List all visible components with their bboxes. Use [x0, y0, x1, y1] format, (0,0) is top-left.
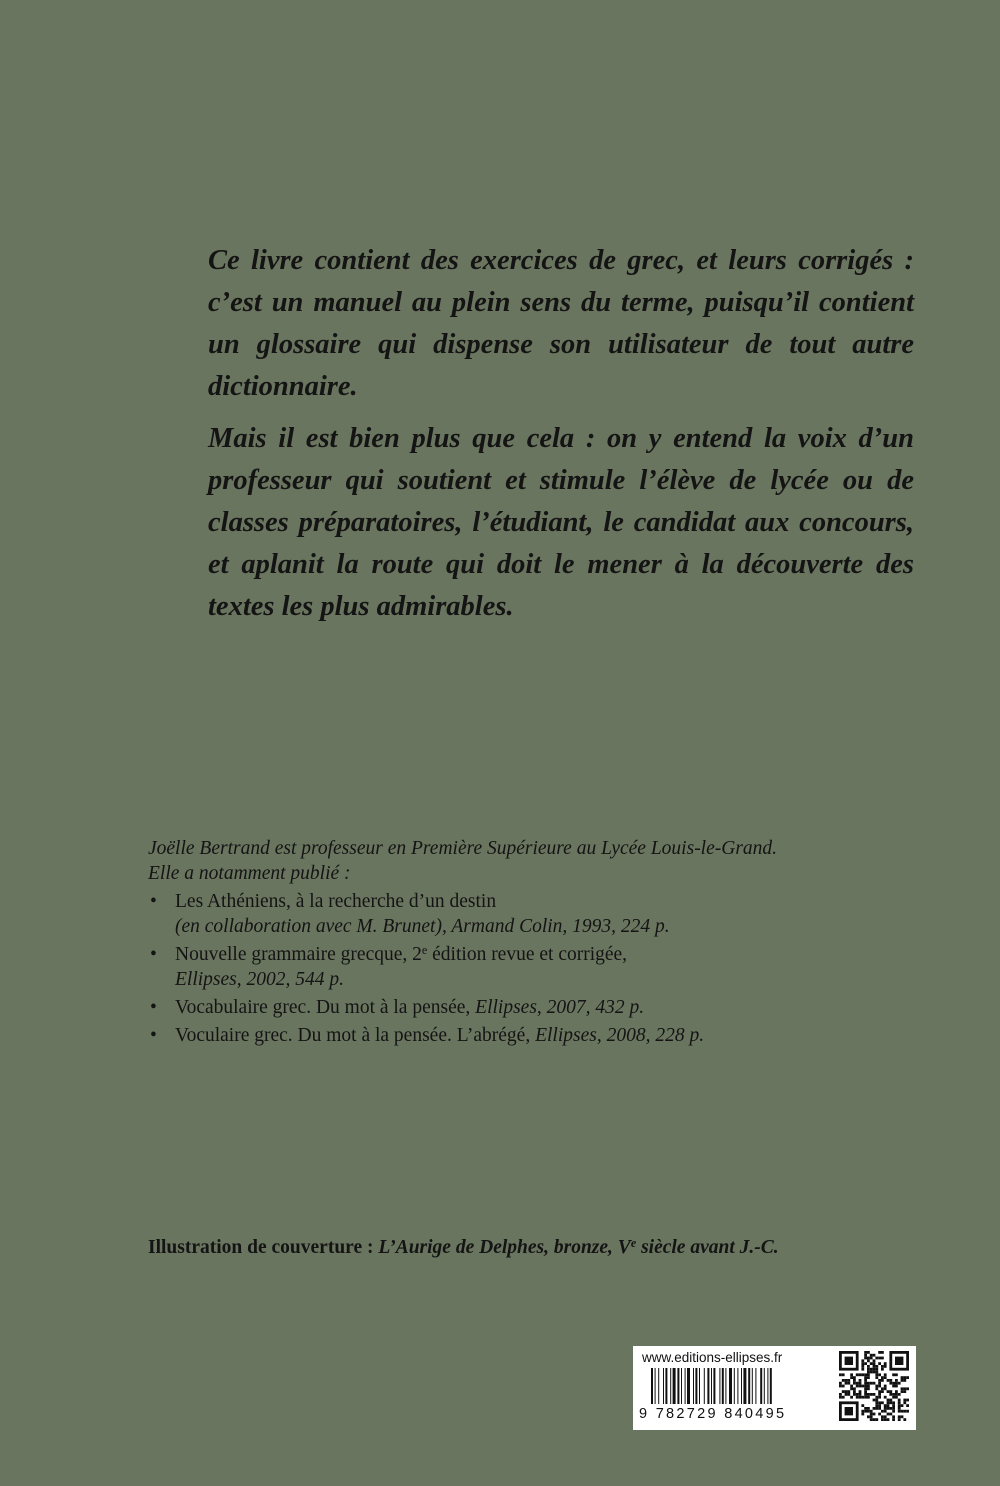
qr-module [875, 1365, 878, 1368]
qr-module [884, 1396, 887, 1399]
qr-module [889, 1407, 892, 1410]
qr-module [895, 1373, 898, 1376]
qr-module [850, 1387, 853, 1390]
qr-module [870, 1393, 873, 1396]
qr-module [881, 1415, 884, 1418]
qr-module [873, 1382, 876, 1385]
qr-module [839, 1396, 842, 1399]
qr-module [906, 1399, 909, 1402]
qr-module [875, 1387, 878, 1390]
qr-module [864, 1376, 867, 1379]
qr-module [901, 1404, 904, 1407]
qr-module [845, 1393, 848, 1396]
barcode-bar [737, 1368, 738, 1404]
qr-module [864, 1362, 867, 1365]
qr-module [839, 1385, 842, 1388]
barcode-bar [658, 1368, 659, 1404]
qr-module [842, 1390, 845, 1393]
qr-module [859, 1396, 862, 1399]
bullet: • [150, 891, 157, 912]
qr-module [901, 1379, 904, 1382]
qr-module [884, 1387, 887, 1390]
author-bio [148, 836, 938, 1051]
blurb-paragraph-2: Mais il est bien plus que cela : on y entend la voix d’un professeur qui soutient et stimule l’élève de lycée ou de classes préparatoires, l’étudiant, le candidat aux concours, et aplanit la route qui doit le mener à la découverte des textes les plus admirables. [208, 423, 914, 622]
qr-module [839, 1373, 842, 1376]
qr-module [864, 1379, 867, 1382]
qr-module [903, 1376, 906, 1379]
qr-module [856, 1385, 859, 1388]
barcode-bar [748, 1368, 750, 1404]
qr-module [873, 1354, 876, 1357]
qr-module [867, 1415, 870, 1418]
qr-module [842, 1373, 845, 1376]
barcode-bar [655, 1368, 656, 1404]
barcode-bar [681, 1368, 682, 1404]
qr-module [889, 1399, 892, 1402]
qr-module [892, 1404, 895, 1407]
qr-module [867, 1396, 870, 1399]
qr-module [895, 1390, 898, 1393]
blurb-paragraph-1: Ce livre contient des exercices de grec, et leurs corrigés : c’est un manuel au plein sens du terme, puisqu’il contient un glossaire qui dispense son utilisateur de tout autre dictionnaire. [208, 245, 914, 402]
qr-module [861, 1413, 864, 1416]
bullet: • [150, 997, 157, 1018]
qr-module [887, 1399, 890, 1402]
barcode-bar [760, 1368, 762, 1404]
qr-module [873, 1368, 876, 1371]
qr-module [878, 1404, 881, 1407]
qr-module [906, 1376, 909, 1379]
qr-module [881, 1410, 884, 1413]
qr-module [847, 1393, 850, 1396]
qr-module [889, 1390, 892, 1393]
qr-module [892, 1393, 895, 1396]
publication-title-part: Nouvelle grammaire grecque, 2 [175, 944, 422, 965]
qr-module [892, 1382, 895, 1385]
qr-module [867, 1371, 870, 1374]
qr-module [853, 1387, 856, 1390]
qr-module [881, 1418, 884, 1421]
barcode-bar [770, 1368, 772, 1404]
qr-module [867, 1385, 870, 1388]
isbn-number: 9 782729 840495 [639, 1406, 787, 1422]
qr-module [864, 1357, 867, 1360]
publication-item [148, 942, 938, 992]
qr-module [870, 1354, 873, 1357]
qr-module [892, 1418, 895, 1421]
bullet: • [150, 1025, 157, 1046]
publication-details: Ellipses, 2002, 544 p. [175, 969, 344, 990]
qr-module [895, 1396, 898, 1399]
author-intro-line-2: Elle a notamment publié : [148, 863, 351, 884]
qr-module [864, 1351, 867, 1354]
qr-module [847, 1379, 850, 1382]
qr-module [889, 1393, 892, 1396]
barcode-bar [663, 1368, 664, 1404]
barcode-bar [687, 1368, 690, 1404]
barcode-bar [755, 1368, 756, 1404]
publication-item [148, 1023, 938, 1048]
qr-module [870, 1362, 873, 1365]
qr-module [895, 1357, 903, 1365]
publication-title: Voculaire grec. Du mot à la pensée. L’abrégé, [175, 1025, 531, 1046]
barcode-bar [695, 1368, 697, 1404]
cover-illustration-credit [148, 1237, 779, 1259]
barcode-bar [699, 1368, 700, 1404]
qr-module [861, 1404, 864, 1407]
publication-details: Ellipses, 2008, 228 p. [530, 1025, 705, 1046]
qr-module [859, 1382, 862, 1385]
qr-module [898, 1401, 901, 1404]
barcode-bar [722, 1368, 724, 1404]
superscript: e [421, 942, 428, 957]
superscript: e [630, 1235, 637, 1250]
qr-module [856, 1393, 859, 1396]
publication-title-part: édition revue et corrigée, [427, 944, 628, 965]
qr-module [875, 1371, 878, 1374]
qr-module [901, 1376, 904, 1379]
publication-item [148, 889, 938, 939]
publication-details: Ellipses, 2007, 432 p. [470, 997, 645, 1018]
qr-module [864, 1382, 867, 1385]
qr-module [853, 1393, 856, 1396]
qr-module [875, 1418, 878, 1421]
qr-module [856, 1396, 859, 1399]
qr-module [892, 1373, 895, 1376]
qr-module [895, 1393, 898, 1396]
qr-module [853, 1390, 856, 1393]
barcode-bar [665, 1368, 667, 1404]
qr-module [892, 1407, 895, 1410]
qr-module [884, 1385, 887, 1388]
qr-module [867, 1365, 870, 1368]
qr-module [875, 1396, 878, 1399]
barcode-bar [651, 1368, 653, 1404]
qr-module [892, 1396, 895, 1399]
qr-module [892, 1415, 895, 1418]
qr-module [847, 1390, 850, 1393]
qr-module [870, 1357, 873, 1360]
qr-module [867, 1351, 870, 1354]
qr-module [878, 1373, 881, 1376]
qr-module [839, 1382, 842, 1385]
qr-module [892, 1385, 895, 1388]
barcode-bar [693, 1368, 694, 1404]
qr-module [861, 1373, 864, 1376]
qr-module [867, 1410, 870, 1413]
bullet: • [150, 944, 157, 965]
qr-module [881, 1390, 884, 1393]
barcode-bar [743, 1368, 746, 1404]
qr-module [906, 1404, 909, 1407]
barcode-bar [767, 1368, 768, 1404]
qr-module [887, 1413, 890, 1416]
qr-module [845, 1407, 853, 1415]
barcode-bar [677, 1368, 679, 1404]
qr-module [887, 1379, 890, 1382]
qr-module [903, 1410, 906, 1413]
qr-module [898, 1407, 901, 1410]
qr-module [898, 1418, 901, 1421]
qr-module [906, 1387, 909, 1390]
publication-title [175, 942, 938, 967]
qr-module [870, 1368, 873, 1371]
barcode-bar [707, 1368, 709, 1404]
qr-module [873, 1399, 876, 1402]
qr-module [889, 1413, 892, 1416]
qr-module [867, 1359, 870, 1362]
author-intro-line-1: Joëlle Bertrand est professeur en Première Supérieure au Lycée Louis-le-Grand. [148, 838, 778, 859]
qr-module [867, 1382, 870, 1385]
qr-module [903, 1401, 906, 1404]
qr-module [903, 1399, 906, 1402]
qr-module [867, 1407, 870, 1410]
qr-module [867, 1387, 870, 1390]
qr-module [859, 1390, 862, 1393]
qr-module [875, 1407, 878, 1410]
barcode-bar [764, 1368, 765, 1404]
qr-module [864, 1385, 867, 1388]
qr-module [845, 1357, 853, 1365]
qr-module [859, 1393, 862, 1396]
qr-module [892, 1410, 895, 1413]
qr-module [898, 1399, 901, 1402]
qr-module [873, 1362, 876, 1365]
qr-module [847, 1382, 850, 1385]
qr-module [887, 1401, 890, 1404]
qr-module [861, 1385, 864, 1388]
qr-module [881, 1365, 884, 1368]
qr-module [859, 1385, 862, 1388]
qr-module [864, 1354, 867, 1357]
barcode-bar [711, 1368, 712, 1404]
qr-module [875, 1373, 878, 1376]
qr-module [878, 1385, 881, 1388]
qr-module [867, 1368, 870, 1371]
qr-module [850, 1373, 853, 1376]
qr-module [887, 1390, 890, 1393]
qr-module [870, 1371, 873, 1374]
qr-module [881, 1357, 884, 1360]
qr-module [845, 1390, 848, 1393]
qr-module [873, 1371, 876, 1374]
qr-module [884, 1365, 887, 1368]
qr-module [878, 1351, 881, 1354]
qr-module [850, 1396, 853, 1399]
barcode-bar [752, 1368, 753, 1404]
qr-module [873, 1413, 876, 1416]
barcode-panel [633, 1346, 916, 1430]
illustration-label: Illustration de couverture : [148, 1237, 379, 1258]
qr-module [853, 1382, 856, 1385]
qr-module [878, 1382, 881, 1385]
qr-module [878, 1393, 881, 1396]
qr-module [887, 1404, 890, 1407]
qr-module [870, 1410, 873, 1413]
qr-module [856, 1373, 859, 1376]
barcode-bar [670, 1368, 671, 1404]
qr-module [875, 1385, 878, 1388]
qr-module [878, 1357, 881, 1360]
qr-module [901, 1387, 904, 1390]
qr-module [875, 1404, 878, 1407]
barcode-bar [734, 1368, 735, 1404]
qr-module [856, 1382, 859, 1385]
qr-module [873, 1365, 876, 1368]
qr-module [901, 1415, 904, 1418]
qr-module [895, 1385, 898, 1388]
qr-module [875, 1401, 878, 1404]
qr-code [839, 1351, 909, 1421]
qr-module [903, 1387, 906, 1390]
qr-module [881, 1387, 884, 1390]
qr-module [884, 1415, 887, 1418]
qr-module [898, 1382, 901, 1385]
illustration-tail: siècle avant J.-C. [636, 1237, 779, 1258]
qr-module [873, 1418, 876, 1421]
qr-module [898, 1393, 901, 1396]
qr-module [903, 1418, 906, 1421]
qr-module [878, 1379, 881, 1382]
qr-module [898, 1404, 901, 1407]
qr-module [887, 1407, 890, 1410]
qr-module [875, 1376, 878, 1379]
publication-title: Vocabulaire grec. Du mot à la pensée, [175, 997, 471, 1018]
qr-module [842, 1396, 845, 1399]
qr-module [864, 1390, 867, 1393]
qr-module [895, 1379, 898, 1382]
qr-module [861, 1410, 864, 1413]
qr-module [845, 1382, 848, 1385]
qr-module [864, 1407, 867, 1410]
qr-module [867, 1393, 870, 1396]
qr-module [870, 1413, 873, 1416]
qr-module [892, 1401, 895, 1404]
qr-module [867, 1376, 870, 1379]
qr-module [870, 1415, 873, 1418]
publication-title: Les Athéniens, à la recherche d’un destin [175, 891, 497, 912]
barcode-bar [729, 1368, 732, 1404]
publication-item [148, 995, 938, 1020]
qr-module [887, 1418, 890, 1421]
author-intro [148, 836, 938, 886]
qr-module [861, 1365, 864, 1368]
qr-module [903, 1379, 906, 1382]
publisher-url: www.editions-ellipses.fr [642, 1350, 783, 1365]
qr-module [901, 1390, 904, 1393]
qr-module [867, 1357, 870, 1360]
qr-module [884, 1410, 887, 1413]
publication-line [175, 995, 938, 1020]
publication-list [148, 889, 938, 1048]
qr-module [881, 1379, 884, 1382]
qr-module [864, 1410, 867, 1413]
qr-module [878, 1401, 881, 1404]
qr-module [870, 1418, 873, 1421]
qr-module [873, 1407, 876, 1410]
qr-module [850, 1376, 853, 1379]
qr-module [875, 1357, 878, 1360]
qr-module [878, 1413, 881, 1416]
qr-module [878, 1390, 881, 1393]
qr-module [870, 1382, 873, 1385]
barcode-bar [685, 1368, 686, 1404]
qr-module [853, 1379, 856, 1382]
qr-module [881, 1401, 884, 1404]
qr-module [839, 1393, 842, 1396]
qr-module [859, 1373, 862, 1376]
qr-module [864, 1396, 867, 1399]
qr-module [861, 1362, 864, 1365]
qr-module [903, 1390, 906, 1393]
qr-module [878, 1407, 881, 1410]
qr-module [884, 1376, 887, 1379]
publication-line [175, 1023, 938, 1048]
qr-module [881, 1351, 884, 1354]
qr-module [895, 1382, 898, 1385]
qr-module [853, 1376, 856, 1379]
qr-module [901, 1410, 904, 1413]
qr-module [884, 1362, 887, 1365]
barcode-bar [704, 1368, 705, 1404]
qr-module [889, 1379, 892, 1382]
qr-module [861, 1396, 864, 1399]
qr-module [873, 1359, 876, 1362]
qr-module [867, 1373, 870, 1376]
qr-module [864, 1373, 867, 1376]
qr-module [864, 1393, 867, 1396]
qr-module [884, 1404, 887, 1407]
qr-module [861, 1359, 864, 1362]
qr-module [898, 1415, 901, 1418]
isbn-barcode [639, 1368, 829, 1406]
barcode-bar [713, 1368, 715, 1404]
barcode-bar [719, 1368, 720, 1404]
qr-module [889, 1401, 892, 1404]
qr-module [875, 1399, 878, 1402]
barcode-bar [741, 1368, 742, 1404]
qr-module [884, 1373, 887, 1376]
qr-module [889, 1382, 892, 1385]
qr-module [864, 1387, 867, 1390]
qr-module [873, 1393, 876, 1396]
qr-module [906, 1410, 909, 1413]
qr-module [842, 1379, 845, 1382]
qr-module [878, 1396, 881, 1399]
barcode-bar [725, 1368, 726, 1404]
qr-module [861, 1368, 864, 1371]
qr-module [884, 1407, 887, 1410]
qr-module [884, 1418, 887, 1421]
qr-module [881, 1368, 884, 1371]
qr-module [850, 1385, 853, 1388]
qr-module [881, 1376, 884, 1379]
barcode-bar [673, 1368, 676, 1404]
qr-module [878, 1362, 881, 1365]
publication-details: (en collaboration avec M. Brunet), Armand Colin, 1993, 224 p. [175, 916, 670, 937]
qr-module [842, 1385, 845, 1388]
qr-module [845, 1379, 848, 1382]
qr-module [898, 1410, 901, 1413]
illustration-work: L’Aurige de Delphes, bronze, V [378, 1237, 631, 1258]
qr-module [859, 1379, 862, 1382]
qr-module [875, 1368, 878, 1371]
back-cover-blurb [208, 240, 914, 638]
